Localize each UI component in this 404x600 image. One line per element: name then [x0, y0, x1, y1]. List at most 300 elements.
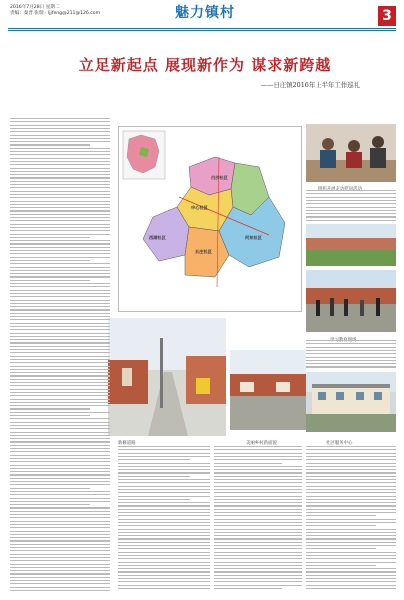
text-line — [306, 538, 396, 539]
text-line — [10, 412, 110, 413]
text-line — [118, 469, 210, 470]
text-line — [306, 588, 396, 589]
text-line — [118, 499, 190, 500]
text-line — [10, 125, 110, 126]
text-line — [10, 273, 110, 274]
text-line — [306, 585, 396, 586]
text-line — [10, 276, 110, 277]
text-line — [10, 465, 110, 466]
text-line — [10, 438, 110, 439]
text-line — [118, 538, 210, 539]
text-line — [306, 466, 396, 467]
text-line — [214, 489, 302, 490]
text-line — [118, 496, 210, 497]
text-line — [118, 512, 210, 513]
text-line — [10, 435, 110, 436]
text-line — [10, 267, 110, 268]
text-line — [214, 525, 302, 526]
text-line — [118, 502, 210, 503]
text-line — [214, 588, 282, 589]
text-line — [214, 519, 302, 520]
text-line — [306, 502, 396, 503]
text-line — [10, 247, 110, 248]
caption-wall: 美丽乡村新面貌 — [246, 441, 277, 446]
text-line — [10, 418, 110, 419]
text-line — [10, 296, 110, 297]
text-line — [10, 214, 110, 215]
text-line — [10, 151, 110, 152]
photo-road — [108, 318, 226, 436]
text-line — [10, 507, 110, 508]
text-line — [10, 590, 110, 591]
text-line — [306, 542, 396, 543]
text-line — [118, 552, 210, 553]
text-line — [306, 360, 396, 361]
text-line — [10, 306, 110, 307]
text-line — [118, 472, 210, 473]
text-line — [10, 141, 110, 142]
text-line — [10, 534, 110, 535]
text-line — [306, 512, 396, 513]
text-line — [10, 491, 110, 492]
text-line — [214, 555, 302, 556]
text-line — [118, 486, 210, 487]
text-line — [10, 250, 110, 251]
text-line — [10, 234, 110, 235]
header-info — [10, 5, 100, 17]
text-line — [214, 463, 282, 464]
text-line — [10, 415, 90, 416]
text-line — [10, 128, 110, 129]
text-line — [306, 519, 396, 520]
text-line — [10, 349, 110, 350]
text-line — [306, 453, 396, 454]
text-line — [10, 458, 110, 459]
text-line — [10, 399, 110, 400]
text-line — [10, 174, 110, 175]
text-line — [10, 451, 110, 452]
text-line — [214, 466, 302, 467]
text-line — [214, 446, 302, 447]
text-line — [214, 522, 302, 523]
text-line — [10, 372, 110, 373]
text-line — [214, 499, 302, 500]
text-line — [118, 568, 210, 569]
text-line — [10, 171, 110, 172]
text-line — [118, 479, 210, 480]
text-line — [10, 379, 110, 380]
text-line — [10, 389, 110, 390]
header-rule-thin — [8, 30, 396, 31]
header-rule — [8, 28, 396, 29]
text-line — [10, 197, 110, 198]
text-line — [10, 504, 90, 505]
text-line — [10, 329, 110, 330]
text-line — [306, 363, 396, 364]
text-line — [10, 319, 110, 320]
text-line — [214, 565, 302, 566]
text-line — [10, 359, 110, 360]
text-line — [10, 471, 110, 472]
text-line — [214, 512, 302, 513]
text-line — [10, 181, 110, 182]
text-line — [214, 535, 302, 536]
text-line — [10, 243, 110, 244]
text-line — [10, 144, 90, 145]
photo-elders-svg — [306, 124, 396, 182]
text-line — [10, 521, 110, 522]
text-line — [214, 571, 302, 572]
text-line — [214, 476, 302, 477]
text-line — [214, 542, 302, 543]
article-subhead: ——日庄镇2016年上半年工作巡礼 — [260, 81, 360, 89]
text-line — [10, 587, 110, 588]
text-line — [10, 220, 110, 221]
photo-wall-svg — [230, 350, 306, 430]
text-line — [306, 449, 396, 450]
text-line — [10, 448, 110, 449]
text-line — [118, 578, 210, 579]
photo-green — [306, 224, 396, 266]
text-line — [306, 463, 396, 464]
text-line — [10, 154, 110, 155]
text-line — [10, 461, 110, 462]
text-line — [10, 494, 110, 495]
text-line — [10, 514, 110, 515]
text-line — [10, 257, 110, 258]
text-line — [118, 535, 210, 536]
text-line — [10, 573, 110, 574]
text-line — [306, 555, 396, 556]
text-line — [306, 456, 396, 457]
text-line — [306, 353, 396, 354]
text-line — [306, 486, 396, 487]
text-line — [214, 581, 302, 582]
text-line — [10, 313, 110, 314]
text-line — [306, 482, 396, 483]
map-label-xihu: 西湖社区 — [149, 235, 166, 240]
text-line — [306, 459, 396, 460]
text-line — [306, 492, 396, 493]
text-line — [118, 562, 210, 563]
text-line — [306, 476, 396, 477]
text-line — [10, 118, 110, 119]
text-line — [214, 552, 302, 553]
text-line — [306, 472, 396, 473]
text-line — [306, 496, 396, 497]
text-line — [10, 184, 110, 185]
text-line — [118, 463, 210, 464]
text-line — [10, 441, 110, 442]
text-line — [10, 356, 110, 357]
text-line — [306, 340, 396, 341]
text-line — [10, 402, 110, 403]
text-line — [306, 366, 396, 367]
text-line — [306, 578, 396, 579]
text-line — [10, 207, 110, 208]
text-line — [10, 164, 110, 165]
text-line — [118, 565, 210, 566]
caption-buildings: 社区服务中心 — [326, 441, 353, 446]
text-line — [10, 263, 110, 264]
text-line — [306, 562, 396, 563]
text-line — [214, 532, 302, 533]
text-line — [10, 293, 110, 294]
text-line — [306, 525, 376, 526]
caption-road: 新修道路 — [118, 441, 136, 446]
text-line — [10, 303, 110, 304]
text-line — [10, 455, 110, 456]
text-line — [10, 217, 110, 218]
text-line — [118, 525, 210, 526]
text-line — [10, 230, 110, 231]
text-line — [10, 468, 110, 469]
text-line — [10, 382, 110, 383]
text-line — [10, 286, 110, 287]
text-line — [10, 224, 110, 225]
text-line — [10, 342, 110, 343]
text-line — [10, 570, 110, 571]
text-line — [10, 138, 110, 139]
text-line — [118, 555, 210, 556]
text-line — [10, 481, 110, 482]
text-line — [10, 161, 110, 162]
text-line — [10, 339, 110, 340]
text-line — [306, 343, 396, 344]
text-line — [306, 535, 396, 536]
text-line — [10, 547, 110, 548]
text-line — [214, 585, 302, 586]
text-line — [118, 489, 210, 490]
page-number-badge: 3 — [378, 6, 396, 26]
text-line — [10, 158, 110, 159]
text-line — [118, 529, 210, 530]
text-line — [118, 509, 210, 510]
district-map — [118, 126, 302, 312]
text-line — [118, 519, 210, 520]
text-line — [118, 453, 210, 454]
text-line — [306, 565, 376, 566]
text-line — [10, 498, 110, 499]
text-line — [118, 585, 210, 586]
text-line — [214, 492, 302, 493]
text-line — [306, 509, 396, 510]
text-line — [10, 194, 110, 195]
text-line — [10, 131, 110, 132]
text-line — [10, 501, 110, 502]
text-line — [10, 432, 110, 433]
text-line — [10, 484, 110, 485]
text-line — [10, 517, 110, 518]
text-line — [306, 357, 396, 358]
text-line — [118, 456, 210, 457]
text-line — [10, 537, 110, 538]
text-line — [10, 583, 110, 584]
text-line — [10, 527, 110, 528]
text-line — [306, 489, 396, 490]
text-line — [214, 529, 302, 530]
text-line — [10, 478, 110, 479]
text-line — [214, 482, 302, 483]
photo-buildings-svg — [306, 372, 396, 432]
text-line — [118, 545, 210, 546]
text-line — [306, 190, 396, 191]
text-line — [118, 466, 210, 467]
text-line — [214, 479, 302, 480]
text-line — [10, 309, 110, 310]
text-line — [10, 524, 110, 525]
text-line — [306, 479, 396, 480]
text-line — [118, 515, 210, 516]
text-line — [118, 532, 210, 533]
text-line — [10, 135, 110, 136]
text-line — [10, 333, 110, 334]
text-line — [306, 575, 396, 576]
text-line — [214, 548, 302, 549]
text-line — [306, 552, 396, 553]
text-line — [10, 210, 110, 211]
text-line — [10, 283, 110, 284]
text-line — [118, 571, 210, 572]
text-line — [10, 316, 110, 317]
text-line — [10, 540, 110, 541]
text-line — [214, 496, 302, 497]
text-line — [118, 476, 190, 477]
district-map-svg — [119, 127, 301, 311]
text-line — [118, 575, 210, 576]
text-line — [306, 522, 396, 523]
text-line — [306, 210, 396, 211]
text-line — [118, 548, 210, 549]
text-line — [10, 425, 110, 426]
photo-green-svg — [306, 224, 396, 266]
text-line — [306, 469, 396, 470]
text-line — [10, 227, 110, 228]
text-line — [214, 459, 302, 460]
text-line — [306, 213, 396, 214]
header-date: 2016年7月28日 星期二 — [10, 5, 60, 10]
text-line — [214, 505, 302, 506]
text-line — [10, 187, 110, 188]
text-line — [306, 200, 396, 201]
text-line — [10, 474, 110, 475]
text-line — [10, 237, 90, 238]
text-line — [10, 567, 110, 568]
photo-meeting — [306, 270, 396, 332]
photo-road-svg — [108, 318, 226, 436]
text-line — [214, 562, 302, 563]
text-line — [118, 492, 210, 493]
text-line — [214, 578, 302, 579]
text-line — [214, 472, 302, 473]
text-line — [214, 509, 302, 510]
text-line — [10, 346, 110, 347]
text-line — [214, 486, 302, 487]
text-line — [214, 449, 302, 450]
text-line — [10, 564, 110, 565]
text-line — [10, 405, 110, 406]
text-line — [118, 558, 210, 559]
text-line — [306, 216, 396, 217]
photo-elders — [306, 124, 396, 182]
text-line — [306, 568, 396, 569]
text-line — [214, 545, 302, 546]
text-line — [10, 385, 110, 386]
text-line — [10, 369, 110, 370]
text-line — [118, 588, 210, 589]
text-line — [10, 290, 110, 291]
photo-meeting-svg — [306, 270, 396, 332]
text-line — [10, 260, 90, 261]
text-line — [306, 347, 396, 348]
text-line — [118, 542, 210, 543]
text-line — [10, 560, 110, 561]
text-line — [10, 531, 110, 532]
photo-buildings — [306, 372, 396, 432]
text-line — [118, 482, 210, 483]
map-label-baisha: 白沙社区 — [211, 175, 228, 180]
text-line — [10, 191, 110, 192]
text-line — [306, 220, 396, 221]
text-line — [118, 446, 210, 447]
text-line — [10, 148, 110, 149]
text-line — [214, 575, 302, 576]
text-line — [10, 362, 110, 363]
text-line — [10, 366, 110, 367]
text-line — [306, 193, 396, 194]
text-line — [306, 548, 376, 549]
text-line — [306, 446, 396, 447]
text-line — [214, 469, 302, 470]
text-line — [306, 558, 396, 559]
text-line — [10, 280, 90, 281]
text-line — [10, 422, 110, 423]
text-line — [306, 207, 396, 208]
text-line — [306, 571, 396, 572]
text-line — [10, 544, 110, 545]
text-line — [10, 177, 110, 178]
text-line — [306, 581, 396, 582]
map-label-hedong: 河东社区 — [245, 235, 262, 240]
text-line — [118, 505, 210, 506]
text-line — [10, 580, 110, 581]
text-line — [306, 203, 396, 204]
text-line — [10, 300, 110, 301]
text-line — [10, 168, 110, 169]
text-line — [214, 502, 302, 503]
text-line — [118, 459, 190, 460]
text-line — [10, 201, 110, 202]
text-line — [10, 121, 110, 122]
text-line — [10, 395, 110, 396]
text-line — [10, 557, 110, 558]
text-line — [214, 453, 302, 454]
text-line — [10, 323, 110, 324]
text-line — [214, 456, 302, 457]
text-line — [10, 550, 110, 551]
text-line — [306, 350, 396, 351]
text-line — [10, 428, 110, 429]
text-line — [214, 538, 302, 539]
text-line — [306, 515, 376, 516]
text-line — [214, 568, 302, 569]
text-line — [306, 505, 396, 506]
text-line — [306, 545, 396, 546]
section-title: 魅力镇村 — [175, 5, 235, 21]
text-line — [306, 529, 396, 530]
text-line — [10, 554, 110, 555]
text-line — [10, 240, 110, 241]
